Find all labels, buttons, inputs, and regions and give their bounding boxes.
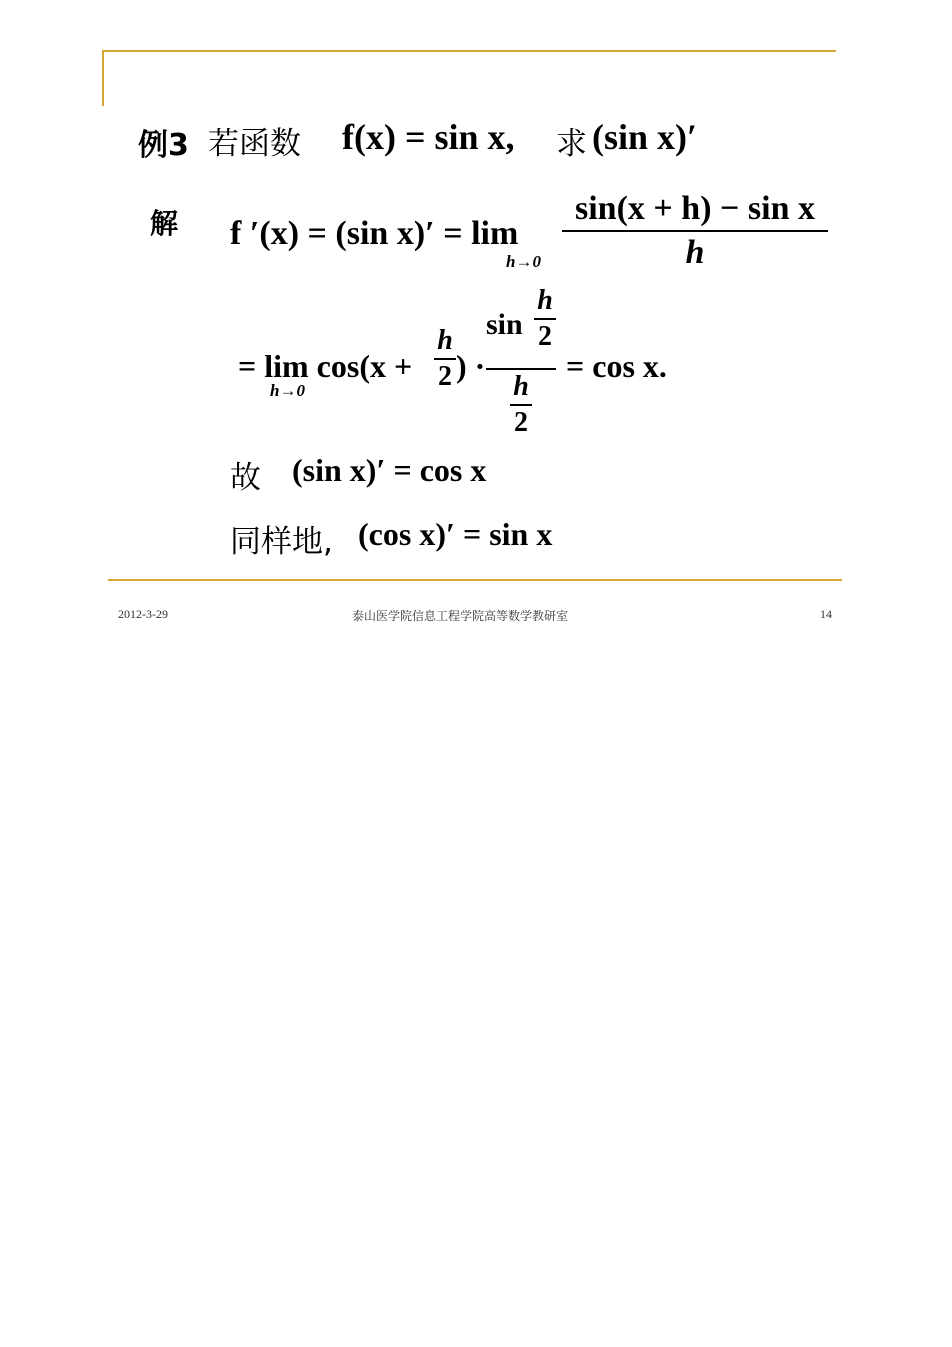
footer-date: 2012-3-29 (118, 607, 168, 621)
solution-line2-sin: sin (486, 308, 523, 341)
solution-line2-half-fraction (434, 326, 456, 392)
solution-label: 解 (150, 207, 179, 240)
solution-line2-result: = cos x. (566, 348, 667, 384)
similarly-expr: (cos x)′ = sin x (358, 516, 553, 552)
fraction-bar (434, 358, 456, 360)
footer-institution: 泰山医学院信息工程学院高等数学教研室 (352, 609, 569, 623)
solution-line1-limit-sub: h→0 (506, 252, 541, 271)
conclusion-label: 故 (230, 460, 261, 496)
example-function-expr: f(x) = sin x, (342, 117, 515, 157)
solution-line1-fraction (562, 190, 828, 272)
half-denominator: 2 (438, 361, 452, 392)
solution-line1-numerator: sin(x + h) − sin x (575, 190, 815, 227)
example-ask-expr: (sin x)′ (592, 117, 698, 157)
footer-divider (108, 579, 842, 581)
lower-numerator: h (513, 371, 529, 402)
similarly-label: 同样地, (230, 524, 333, 560)
solution-line2-lower-fraction (510, 372, 532, 438)
solution-line2-inner-fraction (534, 286, 556, 352)
solution-line2-prefix: = lim cos(x + (238, 348, 413, 384)
solution-line1-denominator: h (685, 234, 705, 271)
inner-numerator: h (537, 285, 553, 316)
example-label: 例3 (138, 128, 189, 163)
example-ask-word: 求 (556, 126, 587, 162)
fraction-bar (562, 230, 828, 232)
compound-fraction-bar (486, 368, 556, 370)
example-statement-prefix: 若函数 (208, 126, 301, 162)
lower-denominator: 2 (514, 407, 528, 438)
fraction-bar (510, 404, 532, 406)
slide-frame-top (102, 50, 836, 52)
inner-denominator: 2 (538, 321, 552, 352)
slide-frame-left (102, 50, 104, 106)
conclusion-expr: (sin x)′ = cos x (292, 452, 487, 488)
footer-page-number: 14 (820, 607, 832, 621)
fraction-bar (534, 318, 556, 320)
solution-line1-lhs: f ′(x) = (sin x)′ = lim (230, 215, 519, 252)
solution-line2-limit-sub: h→0 (270, 381, 305, 400)
half-numerator: h (437, 325, 453, 356)
solution-line2-close: ) · (456, 348, 486, 384)
